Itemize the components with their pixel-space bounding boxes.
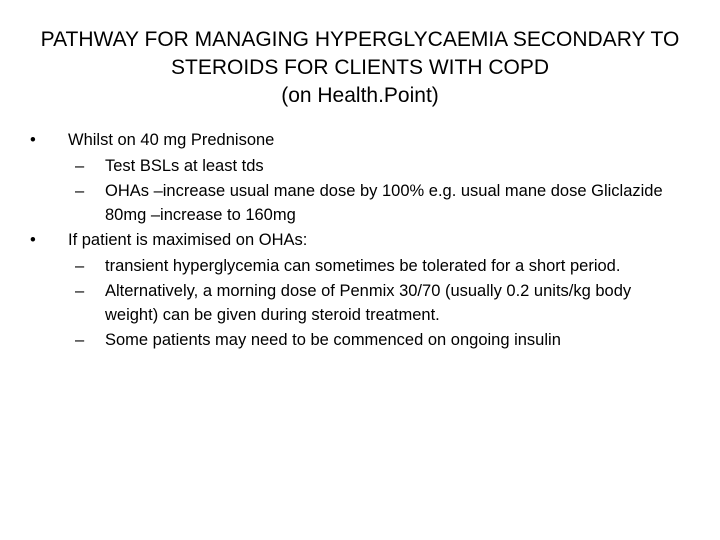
dash-marker: –: [75, 331, 85, 349]
dash-marker: –: [75, 182, 85, 200]
bullet-item: [30, 229, 670, 253]
bullet-text: If patient is maximised on OHAs:: [68, 231, 308, 249]
bullet-marker: •: [30, 231, 36, 249]
sub-bullet-text: Some patients may need to be commenced on ongoing insulin: [105, 331, 561, 349]
title-line-2: STEROIDS FOR CLIENTS WITH COPD: [170, 56, 550, 79]
dash-marker: –: [75, 256, 85, 275]
sub-bullet-item: [30, 180, 670, 227]
sub-bullet-item: [30, 255, 670, 279]
sub-bullet-text: OHAs –increase usual mane dose by 100% e.g. usual mane dose Gliclazide 80mg –increase to 160mg: [105, 182, 663, 224]
dash-marker: –: [75, 156, 85, 175]
sub-bullet-text: Test BSLs at least tds: [105, 156, 264, 175]
bullet-marker: •: [30, 131, 36, 149]
bullet-item: [30, 129, 670, 153]
sub-bullet-item: [30, 155, 670, 179]
sub-bullet-text: transient hyperglycemia can sometimes be tolerated for a short period.: [105, 256, 621, 275]
bullet-list: [30, 129, 670, 355]
sub-bullet-item: [30, 329, 670, 353]
title-line-3: (on Health.Point): [281, 84, 439, 107]
title-line-1: PATHWAY FOR MANAGING HYPERGLYCAEMIA SECONDARY TO: [40, 28, 680, 51]
slide-title: [40, 26, 680, 110]
sub-bullet-item: [30, 280, 670, 327]
sub-bullet-text: Alternatively, a morning dose of Penmix 30/70 (usually 0.2 units/kg body weight) can be given during steroid treatment.: [105, 282, 632, 324]
dash-marker: –: [75, 282, 85, 300]
bullet-text: Whilst on 40 mg Prednisone: [68, 131, 275, 149]
